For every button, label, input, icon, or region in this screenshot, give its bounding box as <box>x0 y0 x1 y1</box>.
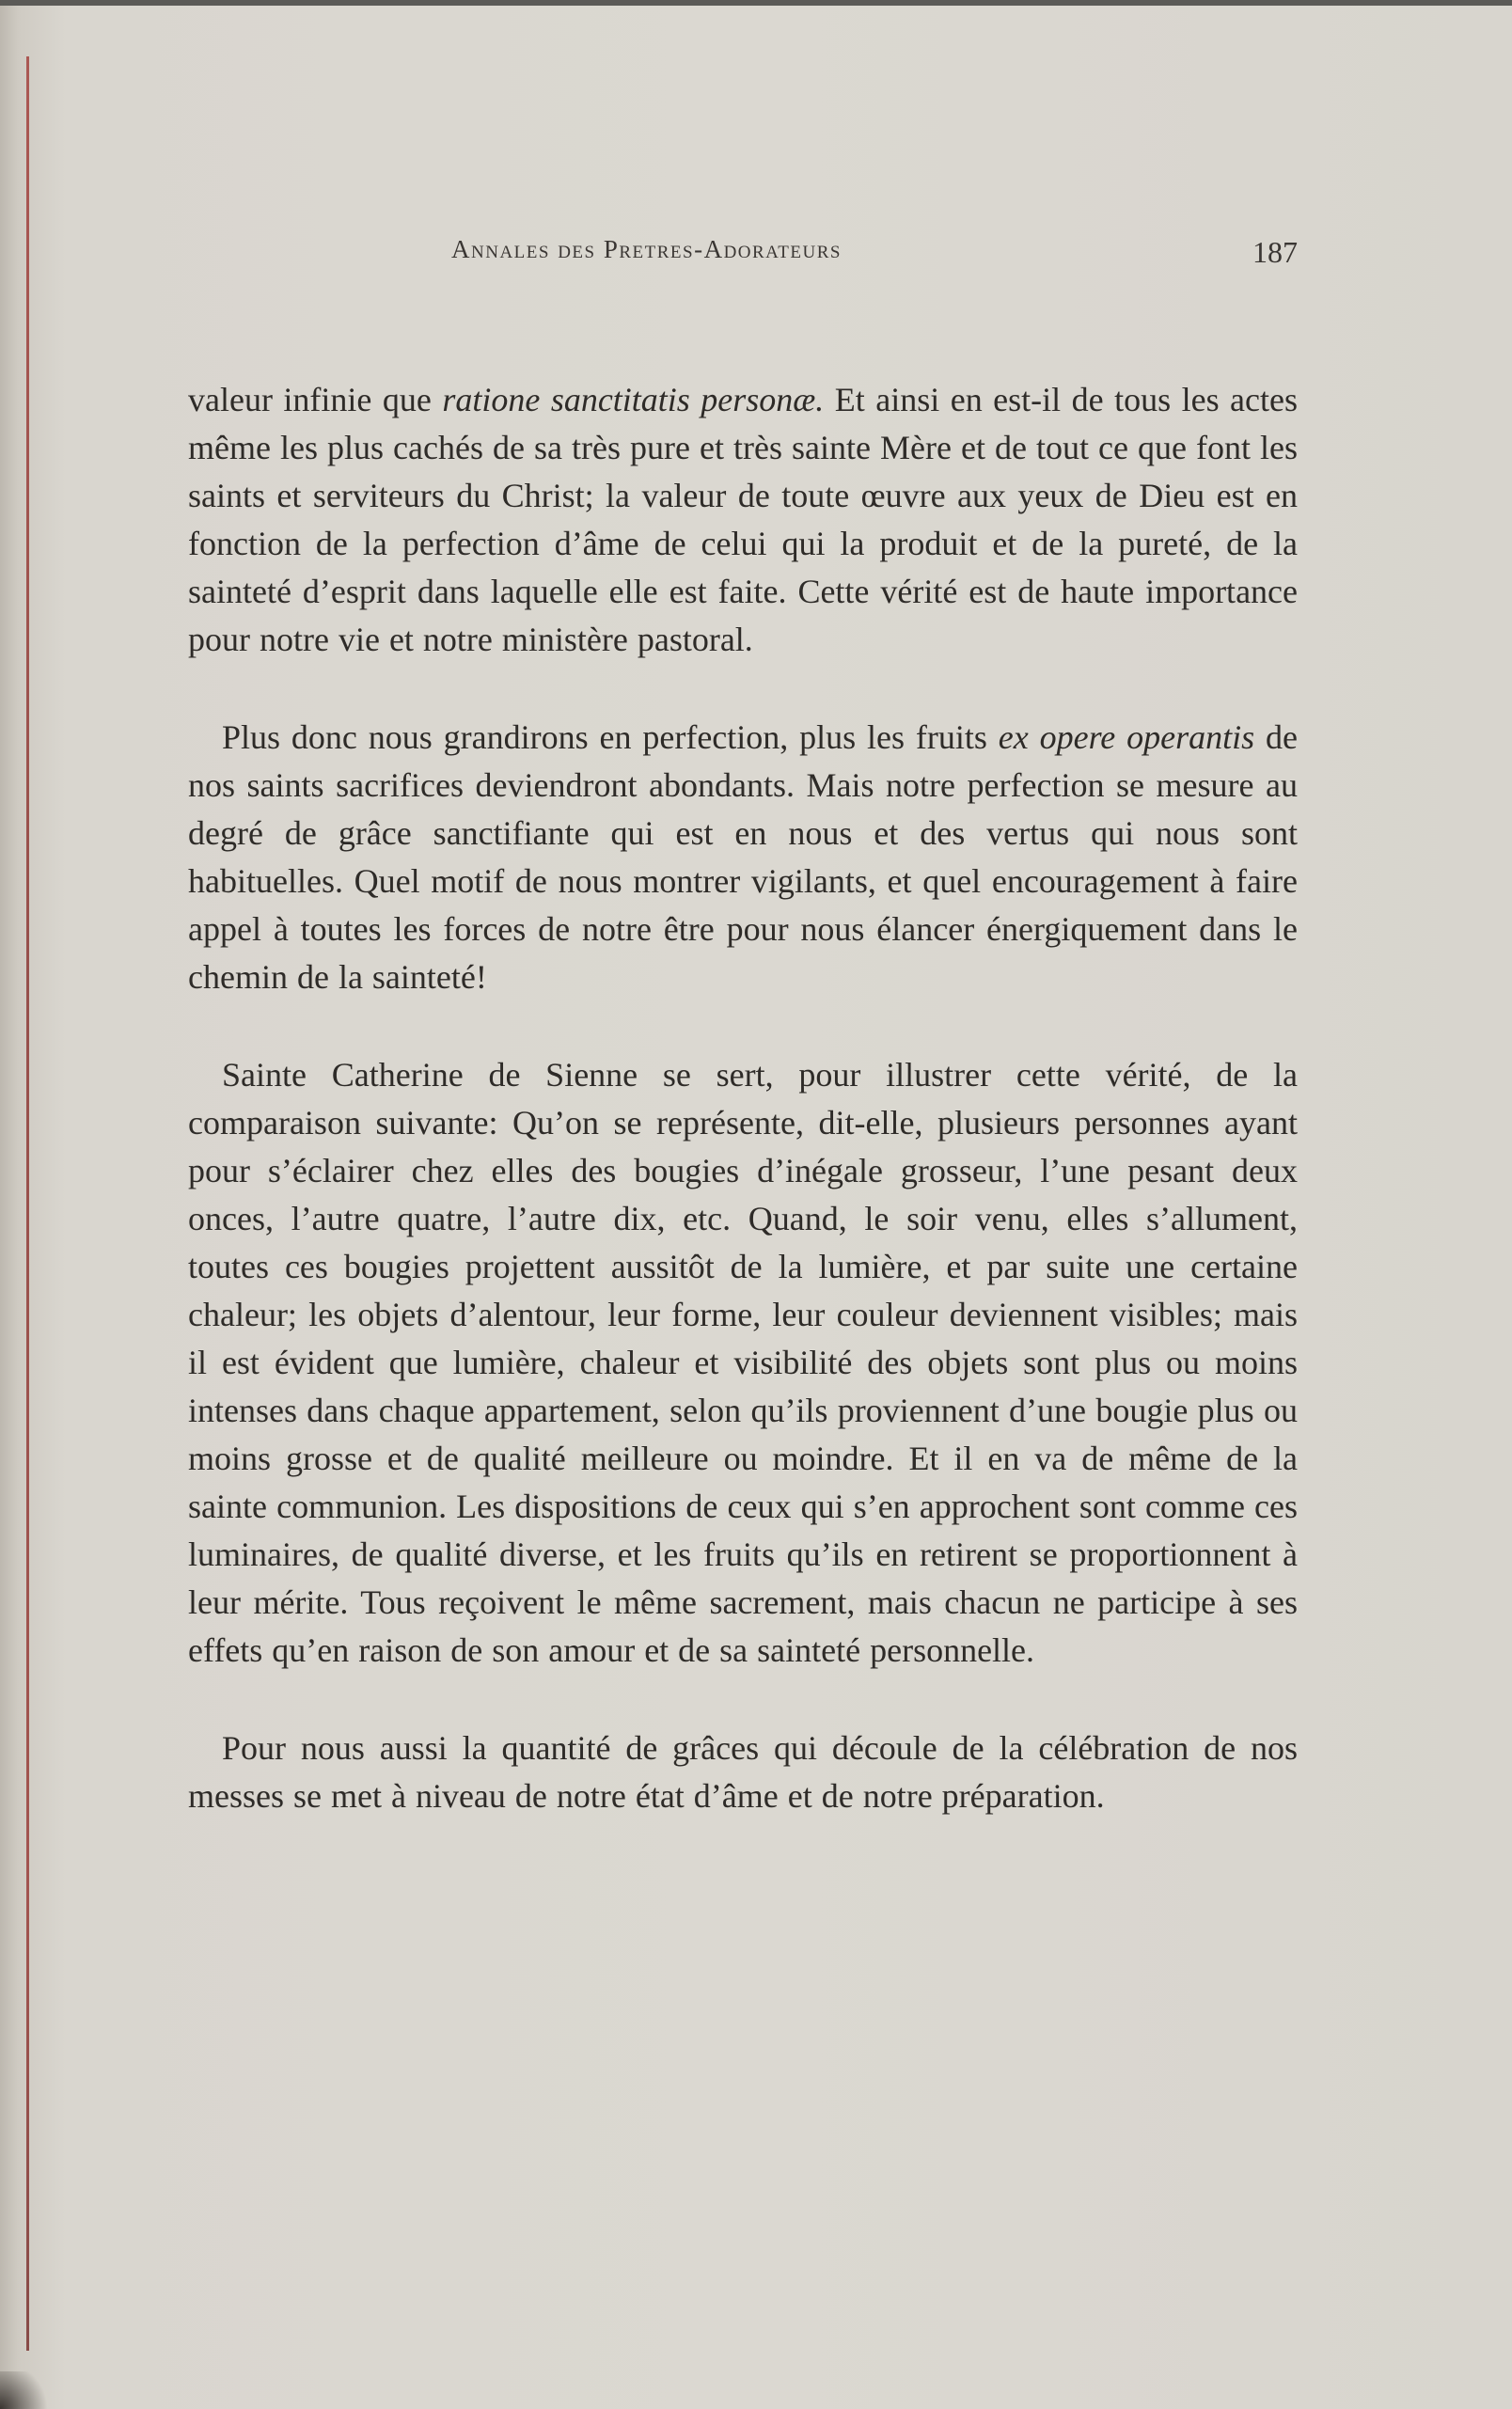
paragraph <box>188 1724 1298 1820</box>
text-run: de nos saints sacrifices deviendront abondants. Mais notre perfection se mesure au degré de grâce sanctifiante qui est en nous et des vertus qui nous sont habituelles. Quel motif de nous montrer vigilants, et quel encouragement à faire appel à toutes les forces de notre être pour nous élancer énergiquement dans le chemin de la sainteté! <box>188 718 1299 996</box>
text-run: Pour nous aussi la quantité de grâces qui découle de la célébration de nos messes se met à niveau de notre état d’âme et de notre préparation. <box>188 1729 1298 1815</box>
page-number: 187 <box>1252 235 1298 269</box>
text-run: valeur infinie que <box>188 381 443 418</box>
paragraph <box>188 1051 1298 1675</box>
corner-shadow <box>0 2371 56 2409</box>
binding-edge <box>26 56 29 2351</box>
page-header <box>451 235 1298 282</box>
text-run: Sainte Catherine de Sienne se sert, pour illustrer cette vérité, de la comparaison suivante: Qu’on se représente, dit-elle, plusieurs personnes ayant pour s’éclairer chez elles des bougies d’inégale grosseur, l’une pesant deux onces, l’autre quatre, l’autre dix, etc. Quand, le soir venu, elles s’allument, toutes ces bougies projettent aussitôt de la lumière, et par suite une certaine chaleur; les objets d’alentour, leur forme, leur couleur deviennent visibles; mais il est évident que lumière, chaleur et visibilité des objets sont plus ou moins intenses dans chaque appartement, selon qu’ils proviennent d’une bougie plus ou moins grosse et de qualité meilleure ou moindre. Et il en va de même de la sainte communion. Les dispositions de ceux qui s’en approchent sont comme ces luminaires, de qualité diverse, et les fruits qu’ils en retirent se proportionnent à leur mérite. Tous reçoivent le même sacrement, mais chacun ne participe à ses effets qu’en raison de son amour et de sa sainteté personnelle. <box>188 1056 1298 1669</box>
body-text <box>188 376 1298 1870</box>
italic-text: ex opere operantis <box>998 718 1255 756</box>
italic-text: ratione sanctitatis personæ. <box>442 381 825 418</box>
running-head: Annales des Pretres-Adorateurs <box>451 235 842 263</box>
text-run: Plus donc nous grandirons en perfection, plus les fruits <box>222 718 999 756</box>
paragraph <box>188 376 1298 664</box>
paragraph <box>188 714 1298 1001</box>
page-top-edge <box>0 0 1512 6</box>
text-run: Et ainsi en est-il de tous les actes même les plus cachés de sa très pure et très sainte Mère et de tout ce que font les saints et serviteurs du Christ; la valeur de toute œuvre aux yeux de Dieu est en fonction de la perfection d’âme de celui qui la produit et de la pureté, de la sainteté d’esprit dans laquelle elle est faite. Cette vérité est de haute importance pour notre vie et notre ministère pastoral. <box>188 381 1299 658</box>
